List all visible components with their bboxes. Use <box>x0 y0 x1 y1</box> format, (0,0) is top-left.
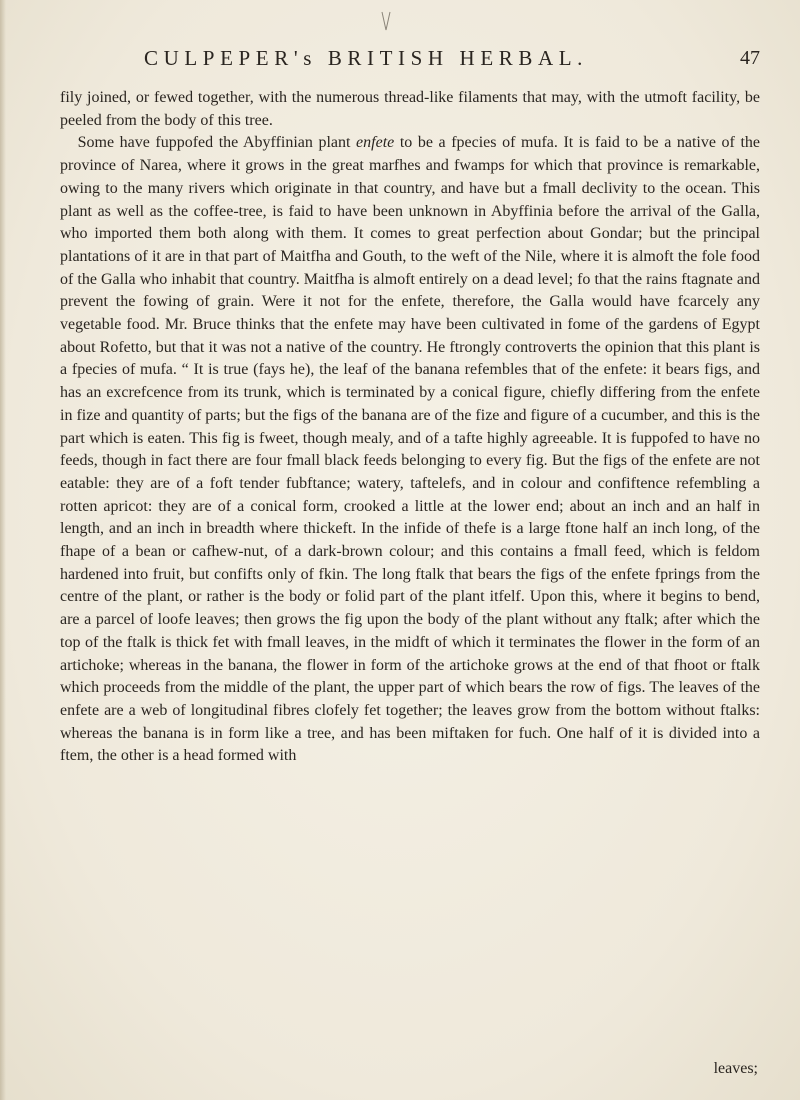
catchword: leaves; <box>713 1060 758 1077</box>
paragraph-2-rest: to be a fpecies of mufa. It is faid to be a native of the province of Narea, where it grows in the great marfhes and fwamps for which that province is remarkable, owing to the many rivers which originate in that country, and have but a fmall declivity to the ocean. This plant as well as the coffee-tree, is faid to have been unknown in Abyffinia before the arrival of the Galla, who imported them both along with them. It comes to great perfection about Gondar; but the principal plantations of it are in that part of Maitfha and Gouth, to the weft of the Nile, where it is almoft the fole food of the Galla who inhabit that country. Maitfha is almoft entirely on a dead level; fo that the rains ftagnate and prevent the fowing of grain. Were it not for the enfete, therefore, the Galla would have fcarcely any vegetable food. Mr. Bruce thinks that the enfete may have been cultivated in fome of the gardens of Egypt about Rofetto, but that it was not a native of the country. He ftrongly controverts the opinion that this plant is a fpecies of mufa. “ It is true (fays he), the leaf of the banana refembles that of the enfete: it bears figs, and has an excrefcence from its trunk, which is terminated by a conical figure, chiefly differing from the enfete in fize and quantity of parts; but the figs of the banana are of the fize and figure of a cucumber, and this is the part which is eaten. This fig is fweet, though mealy, and of a tafte highly agreeable. It is fuppofed to have no feeds, though in fact there are four fmall black feeds belonging to every fig. But the figs of the enfete are not eatable: they are of a foft tender fubftance; watery, taftelefs, and in colour and confiftence refembling a rotten apricot: they are of a conical form, crooked a little at the lower end; about an inch and an half in length, and an inch in breadth where thickeft. In the infide of thefe is a large ftone half an inch long, of the fhape of a bean or cafhew-nut, of a dark-brown colour; and this contains a fmall feed, which is feldom hardened into fruit, but confifts only of fkin. The long ftalk that bears the figs of the enfete fprings from the centre of the plant, or rather is the body or folid part of the plant itfelf. Upon this, where it begins to bend, are a parcel of loofe leaves; then grows the fig upon the body of the plant without any ftalk; after which the top of the ftalk is thick fet with fmall leaves, in the midft of which it terminates the flower in the form of an artichoke; whereas in the banana, the flower in form of the artichoke grows at the end of that fhoot or ftalk which proceeds from the middle of the plant, the upper part of which bears the row of figs. The leaves of the enfete are a web of longitudinal fibres clofely fet together; the leaves grow from the bottom without ftalks: whereas the banana is in form like a tree, and has been miftaken for fuch. One half of it is divided into a ftem, the other is a head formed with <box>60 134 761 765</box>
italic-term: enfete <box>356 134 395 152</box>
pencil-mark-icon <box>381 10 391 32</box>
page-header <box>60 46 760 78</box>
paragraph-2 <box>60 132 760 768</box>
body-text <box>60 87 760 768</box>
page-number: 47 <box>740 47 760 69</box>
running-head: CULPEPER's BRITISH HERBAL. <box>144 46 588 70</box>
paragraph-2-lead: Some have fuppofed the Abyffinian plant <box>77 134 357 152</box>
paragraph-1: fily joined, or fewed together, with the numerous thread-like filaments that may, with the utmoft facility, be peeled from the body of this tree. <box>60 89 760 129</box>
page-edge-shadow <box>0 0 6 1100</box>
